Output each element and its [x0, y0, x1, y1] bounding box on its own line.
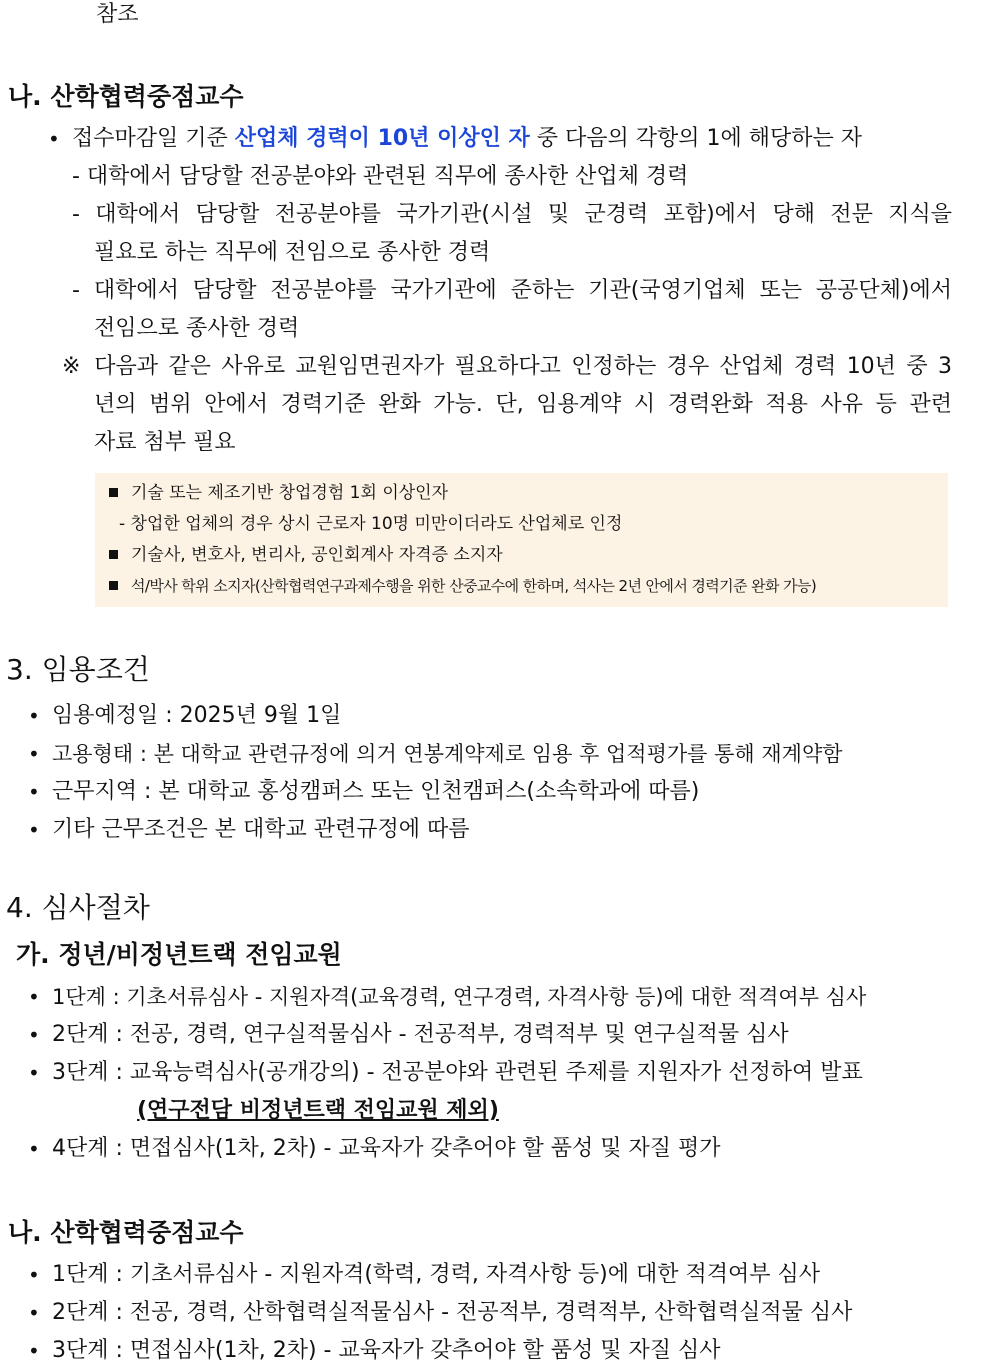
- bullet-icon: •: [28, 1061, 40, 1085]
- continued-text: 참조: [96, 2, 139, 27]
- eligibility-item-cont: 전임으로 종사한 경력: [94, 316, 300, 341]
- box-item: 석/박사 학위 소지자(산학협력연구과제수행을 위한 산중교수에 한하며, 석사는 2년 안에서 경력기준 완화 가능): [131, 577, 817, 595]
- review-step: 1단계 : 기초서류심사 - 지원자격(교육경력, 연구경력, 자격사항 등)에 대한 적격여부 심사: [52, 985, 867, 1009]
- bullet-icon: •: [28, 1301, 40, 1325]
- bullet-icon: •: [28, 818, 40, 842]
- bullet-icon: •: [28, 742, 40, 766]
- condition-item: 기타 근무조건은 본 대학교 관련규정에 따름: [52, 817, 470, 842]
- conditions-heading: 3. 임용조건: [6, 653, 150, 686]
- exception-note-cont: 년의 범위 안에서 경력기준 완화 가능. 단, 임용계약 시 경력완화 적용 사유 등 관련: [94, 392, 952, 417]
- exception-detail-box: [95, 473, 948, 607]
- box-subitem: - 창업한 업체의 경우 상시 근로자 10명 미만이더라도 산업체로 인정: [119, 514, 623, 534]
- condition-item: 근무지역 : 본 대학교 홍성캠퍼스 또는 인천캠퍼스(소속학과에 따름): [52, 779, 700, 804]
- bullet-icon: •: [28, 985, 40, 1009]
- square-bullet-icon: [109, 488, 118, 497]
- bullet-icon: •: [28, 780, 40, 804]
- exception-note: ※ 다음과 같은 사유로 교원임면권자가 필요하다고 인정하는 경우 산업체 경력 10년 중 3: [62, 354, 952, 379]
- square-bullet-icon: [109, 550, 118, 559]
- criteria-suffix: 중 다음의 각항의 1에 해당하는 자: [529, 126, 863, 151]
- eligibility-item-cont: 필요로 하는 직무에 전임으로 종사한 경력: [94, 240, 491, 265]
- review-step: 2단계 : 전공, 경력, 연구실적물심사 - 전공적부, 경력적부 및 연구실적물 심사: [52, 1022, 789, 1047]
- eligibility-item: - 대학에서 담당할 전공분야를 국가기관(시설 및 군경력 포함)에서 당해 전문 지식을: [72, 202, 952, 227]
- eligibility-item: - 대학에서 담당할 전공분야를 국가기관에 준하는 기관(국영기업체 또는 공공단체)에서: [72, 278, 952, 303]
- box-item: 기술 또는 제조기반 창업경험 1회 이상인자: [131, 483, 449, 503]
- review-step: 3단계 : 면접심사(1차, 2차) - 교육자가 갖추어야 할 품성 및 자질 심사: [52, 1338, 721, 1363]
- criteria-prefix: 접수마감일 기준: [72, 126, 235, 151]
- review-step: 3단계 : 교육능력심사(공개강의) - 전공분야와 관련된 주제를 지원자가 선정하여 발표: [52, 1060, 863, 1085]
- eligibility-criteria: [72, 124, 862, 154]
- review-step-exception: (연구전담 비정년트랙 전임교원 제외): [137, 1098, 499, 1123]
- bullet-icon: •: [28, 1023, 40, 1047]
- bullet-icon: •: [48, 127, 60, 151]
- review-step: 1단계 : 기초서류심사 - 지원자격(학력, 경력, 자격사항 등)에 대한 적격여부 심사: [52, 1262, 820, 1287]
- criteria-highlight: 산업체 경력이 10년 이상인 자: [234, 126, 530, 151]
- eligibility-item: - 대학에서 담당할 전공분야와 관련된 직무에 종사한 산업체 경력: [72, 164, 689, 189]
- review-step: 2단계 : 전공, 경력, 산학협력실적물심사 - 전공적부, 경력적부, 산학협력실적물 심사: [52, 1300, 853, 1325]
- review-step: 4단계 : 면접심사(1차, 2차) - 교육자가 갖추어야 할 품성 및 자질 평가: [52, 1136, 721, 1161]
- review-heading: 4. 심사절차: [6, 891, 150, 924]
- bullet-icon: •: [28, 1263, 40, 1287]
- tenure-track-heading: 가. 정년/비정년트랙 전임교원: [16, 940, 342, 969]
- bullet-icon: •: [28, 1137, 40, 1161]
- industry-professor-heading: 나. 산학협력중점교수: [8, 82, 244, 111]
- box-item: 기술사, 변호사, 변리사, 공인회계사 자격증 소지자: [131, 545, 503, 565]
- condition-item: 임용예정일 : 2025년 9월 1일: [52, 703, 342, 728]
- exception-note-cont: 자료 첨부 필요: [94, 430, 236, 455]
- bullet-icon: •: [28, 704, 40, 728]
- condition-item: 고용형태 : 본 대학교 관련규정에 의거 연봉계약제로 임용 후 업적평가를 통해 재계약함: [52, 742, 843, 766]
- square-bullet-icon: [109, 581, 118, 590]
- industry-review-heading: 나. 산학협력중점교수: [8, 1218, 244, 1247]
- bullet-icon: •: [28, 1339, 40, 1363]
